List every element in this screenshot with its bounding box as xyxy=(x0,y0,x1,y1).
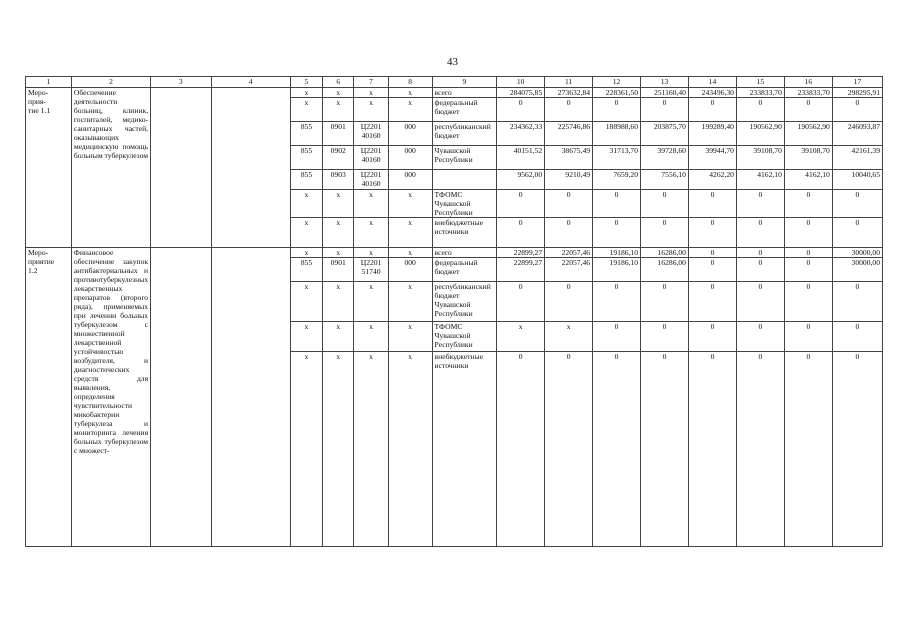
budget-code-c7: Ц2201 51740 xyxy=(354,258,388,282)
amount-cell: 0 xyxy=(784,258,832,282)
amount-cell: 0 xyxy=(641,322,689,352)
amount-cell: 9562,00 xyxy=(497,170,545,190)
responsible-executor-cell xyxy=(151,88,211,248)
funding-source: Чувашской Республики xyxy=(432,146,497,170)
amount-cell: 0 xyxy=(736,248,784,258)
budget-code-c8: x xyxy=(388,322,432,352)
column-number: 14 xyxy=(688,77,736,88)
budget-code-c7: x xyxy=(354,322,388,352)
budget-code-c8: 000 xyxy=(388,170,432,190)
amount-cell: 4162,10 xyxy=(736,170,784,190)
amount-cell: 243496,30 xyxy=(688,88,736,98)
budget-code-c5: x xyxy=(290,190,322,218)
budget-code-c5: x xyxy=(290,282,322,322)
amount-cell: 0 xyxy=(784,218,832,248)
amount-cell: 0 xyxy=(688,98,736,122)
budget-code-c7: x xyxy=(354,282,388,322)
amount-cell: 0 xyxy=(593,218,641,248)
amount-cell: 0 xyxy=(497,218,545,248)
amount-cell: 0 xyxy=(832,190,882,218)
amount-cell: 0 xyxy=(688,258,736,282)
measure-name: Меро- приятие 1.2 xyxy=(26,248,72,547)
column-number: 12 xyxy=(593,77,641,88)
budget-code-c6: x xyxy=(323,218,354,248)
amount-cell: 0 xyxy=(688,282,736,322)
budget-code-c7: x xyxy=(354,248,388,258)
amount-cell: 0 xyxy=(784,98,832,122)
amount-cell: 22057,46 xyxy=(545,258,593,282)
amount-cell: 188988,60 xyxy=(593,122,641,146)
column-number: 1 xyxy=(26,77,72,88)
column-number: 13 xyxy=(641,77,689,88)
budget-code-c8: x xyxy=(388,352,432,547)
budget-code-c6: 0901 xyxy=(323,122,354,146)
column-number: 9 xyxy=(432,77,497,88)
budget-code-c8: 000 xyxy=(388,258,432,282)
funding-source: республиканский бюджет xyxy=(432,122,497,146)
budget-code-c7: Ц2201 40160 xyxy=(354,146,388,170)
participants-cell xyxy=(211,248,290,547)
measure-description: Обеспечение деятельности больниц, клиник, госпиталей, медико-санитарных частей, оказывающих медицинскую помощь больным туберкулезом xyxy=(71,88,150,248)
amount-cell: 273632,84 xyxy=(545,88,593,98)
amount-cell: 4262,20 xyxy=(688,170,736,190)
amount-cell: 0 xyxy=(784,322,832,352)
amount-cell: 233833,70 xyxy=(784,88,832,98)
amount-cell: 0 xyxy=(688,322,736,352)
amount-cell: 39108,70 xyxy=(736,146,784,170)
amount-cell: 39728,60 xyxy=(641,146,689,170)
amount-cell: 233833,70 xyxy=(736,88,784,98)
budget-code-c8: x xyxy=(388,218,432,248)
amount-cell: 0 xyxy=(784,248,832,258)
budget-code-c6: x xyxy=(323,190,354,218)
amount-cell: 199289,40 xyxy=(688,122,736,146)
budget-code-c5: 855 xyxy=(290,258,322,282)
amount-cell: 251160,40 xyxy=(641,88,689,98)
budget-code-c8: 000 xyxy=(388,122,432,146)
amount-cell: 22899,27 xyxy=(497,248,545,258)
amount-cell: 225746,86 xyxy=(545,122,593,146)
amount-cell: 0 xyxy=(736,98,784,122)
column-number: 4 xyxy=(211,77,290,88)
budget-code-c8: x xyxy=(388,98,432,122)
amount-cell: 22899,27 xyxy=(497,258,545,282)
amount-cell: 0 xyxy=(593,282,641,322)
amount-cell: 246093,87 xyxy=(832,122,882,146)
funding-source xyxy=(432,170,497,190)
amount-cell: 0 xyxy=(545,352,593,547)
budget-code-c7: Ц2201 40160 xyxy=(354,122,388,146)
budget-code-c5: x xyxy=(290,322,322,352)
amount-cell: 203875,70 xyxy=(641,122,689,146)
amount-cell: 16286,00 xyxy=(641,248,689,258)
funding-source: всего xyxy=(432,88,497,98)
amount-cell: 0 xyxy=(784,352,832,547)
amount-cell: 9210,49 xyxy=(545,170,593,190)
amount-cell: 190562,90 xyxy=(784,122,832,146)
budget-code-c7: x xyxy=(354,218,388,248)
budget-code-c5: x xyxy=(290,98,322,122)
amount-cell: 0 xyxy=(832,352,882,547)
amount-cell: 190562,90 xyxy=(736,122,784,146)
amount-cell: 0 xyxy=(832,282,882,322)
budget-table xyxy=(25,76,883,547)
amount-cell: 0 xyxy=(497,98,545,122)
amount-cell: 0 xyxy=(545,218,593,248)
budget-code-c7: x xyxy=(354,98,388,122)
column-number: 8 xyxy=(388,77,432,88)
amount-cell: x xyxy=(545,322,593,352)
column-number: 7 xyxy=(354,77,388,88)
amount-cell: 0 xyxy=(641,190,689,218)
amount-cell: 0 xyxy=(641,352,689,547)
amount-cell: 0 xyxy=(641,98,689,122)
budget-code-c6: 0903 xyxy=(323,170,354,190)
column-number: 3 xyxy=(151,77,211,88)
budget-code-c6: 0901 xyxy=(323,258,354,282)
budget-code-c8: x xyxy=(388,190,432,218)
funding-source: республиканский бюджет Чувашской Республики xyxy=(432,282,497,322)
amount-cell: 0 xyxy=(736,258,784,282)
budget-code-c5: 855 xyxy=(290,146,322,170)
budget-code-c5: x xyxy=(290,352,322,547)
amount-cell: 0 xyxy=(736,322,784,352)
amount-cell: 284075,85 xyxy=(497,88,545,98)
funding-source: ТФОМС Чувашской Республики xyxy=(432,322,497,352)
budget-code-c5: 855 xyxy=(290,122,322,146)
responsible-executor-cell xyxy=(151,248,211,547)
participants-cell xyxy=(211,88,290,248)
amount-cell: 7659,20 xyxy=(593,170,641,190)
amount-cell: 234362,33 xyxy=(497,122,545,146)
amount-cell: 30000,00 xyxy=(832,258,882,282)
funding-source: внебюджетные источники xyxy=(432,218,497,248)
amount-cell: 30000,00 xyxy=(832,248,882,258)
amount-cell: 0 xyxy=(736,352,784,547)
amount-cell: 0 xyxy=(688,190,736,218)
budget-code-c8: x xyxy=(388,88,432,98)
funding-source: федеральный бюджет xyxy=(432,258,497,282)
amount-cell: 228361,50 xyxy=(593,88,641,98)
amount-cell: 0 xyxy=(593,352,641,547)
amount-cell: 0 xyxy=(736,190,784,218)
amount-cell: 7556,10 xyxy=(641,170,689,190)
budget-code-c6: x xyxy=(323,352,354,547)
funding-source: федеральный бюджет xyxy=(432,98,497,122)
amount-cell: 40151,52 xyxy=(497,146,545,170)
amount-cell: 0 xyxy=(497,282,545,322)
budget-code-c7: x xyxy=(354,88,388,98)
budget-code-c5: 855 xyxy=(290,170,322,190)
amount-cell: 22057,46 xyxy=(545,248,593,258)
amount-cell: 0 xyxy=(545,98,593,122)
budget-code-c6: x xyxy=(323,248,354,258)
column-number: 16 xyxy=(784,77,832,88)
column-number-row xyxy=(26,77,883,88)
amount-cell: 298295,91 xyxy=(832,88,882,98)
budget-code-c6: x xyxy=(323,322,354,352)
funding-source: всего xyxy=(432,248,497,258)
column-number: 6 xyxy=(323,77,354,88)
column-number: 17 xyxy=(832,77,882,88)
amount-cell: 0 xyxy=(545,190,593,218)
table-row xyxy=(26,88,883,98)
budget-code-c5: x xyxy=(290,218,322,248)
amount-cell: 0 xyxy=(736,218,784,248)
amount-cell: 0 xyxy=(641,218,689,248)
budget-code-c6: x xyxy=(323,88,354,98)
amount-cell: 19186,10 xyxy=(593,258,641,282)
amount-cell: 0 xyxy=(832,98,882,122)
amount-cell: 19186,10 xyxy=(593,248,641,258)
amount-cell: 0 xyxy=(497,352,545,547)
funding-source: ТФОМС Чувашской Республики xyxy=(432,190,497,218)
amount-cell: 0 xyxy=(736,282,784,322)
measure-description: Финансовое обеспечение закупок антибактериальных и противотуберкулезных лекарственных препаратов (второго ряда), применяемых при лечении больных туберкулезом с множественной лекарственной устойчивостью возбудителя, и диагностических средств для выявления, определения чувствительности микобактерии туберкулеза и мониторинга лечения больных туберкулезом с множест- xyxy=(71,248,150,547)
measure-name: Меро- прия- тие 1.1 xyxy=(26,88,72,248)
amount-cell: 31713,70 xyxy=(593,146,641,170)
amount-cell: 0 xyxy=(784,190,832,218)
table-row xyxy=(26,248,883,258)
amount-cell: 42161,39 xyxy=(832,146,882,170)
amount-cell: 0 xyxy=(688,218,736,248)
amount-cell: 16286,00 xyxy=(641,258,689,282)
amount-cell: 0 xyxy=(497,190,545,218)
budget-code-c6: 0902 xyxy=(323,146,354,170)
column-number: 2 xyxy=(71,77,150,88)
amount-cell: 0 xyxy=(832,322,882,352)
budget-code-c8: x xyxy=(388,282,432,322)
amount-cell: 39944,70 xyxy=(688,146,736,170)
budget-code-c6: x xyxy=(323,98,354,122)
budget-code-c7: x xyxy=(354,352,388,547)
amount-cell: 39108,70 xyxy=(784,146,832,170)
table-body xyxy=(26,88,883,547)
amount-cell: 38675,49 xyxy=(545,146,593,170)
budget-code-c5: x xyxy=(290,88,322,98)
amount-cell: 0 xyxy=(593,190,641,218)
column-number: 10 xyxy=(497,77,545,88)
amount-cell: 0 xyxy=(593,98,641,122)
amount-cell: 0 xyxy=(784,282,832,322)
page-number: 43 xyxy=(447,56,458,68)
column-number: 11 xyxy=(545,77,593,88)
budget-code-c8: 000 xyxy=(388,146,432,170)
amount-cell: 0 xyxy=(641,282,689,322)
funding-source: внебюджетные источники xyxy=(432,352,497,547)
amount-cell: 0 xyxy=(832,218,882,248)
amount-cell: x xyxy=(497,322,545,352)
budget-code-c7: Ц2201 40160 xyxy=(354,170,388,190)
amount-cell: 4162,10 xyxy=(784,170,832,190)
amount-cell: 0 xyxy=(593,322,641,352)
amount-cell: 10040,65 xyxy=(832,170,882,190)
budget-code-c5: x xyxy=(290,248,322,258)
amount-cell: 0 xyxy=(688,352,736,547)
budget-code-c8: x xyxy=(388,248,432,258)
amount-cell: 0 xyxy=(545,282,593,322)
column-number: 5 xyxy=(290,77,322,88)
amount-cell: 0 xyxy=(688,248,736,258)
budget-code-c7: x xyxy=(354,190,388,218)
column-number: 15 xyxy=(736,77,784,88)
budget-code-c6: x xyxy=(323,282,354,322)
